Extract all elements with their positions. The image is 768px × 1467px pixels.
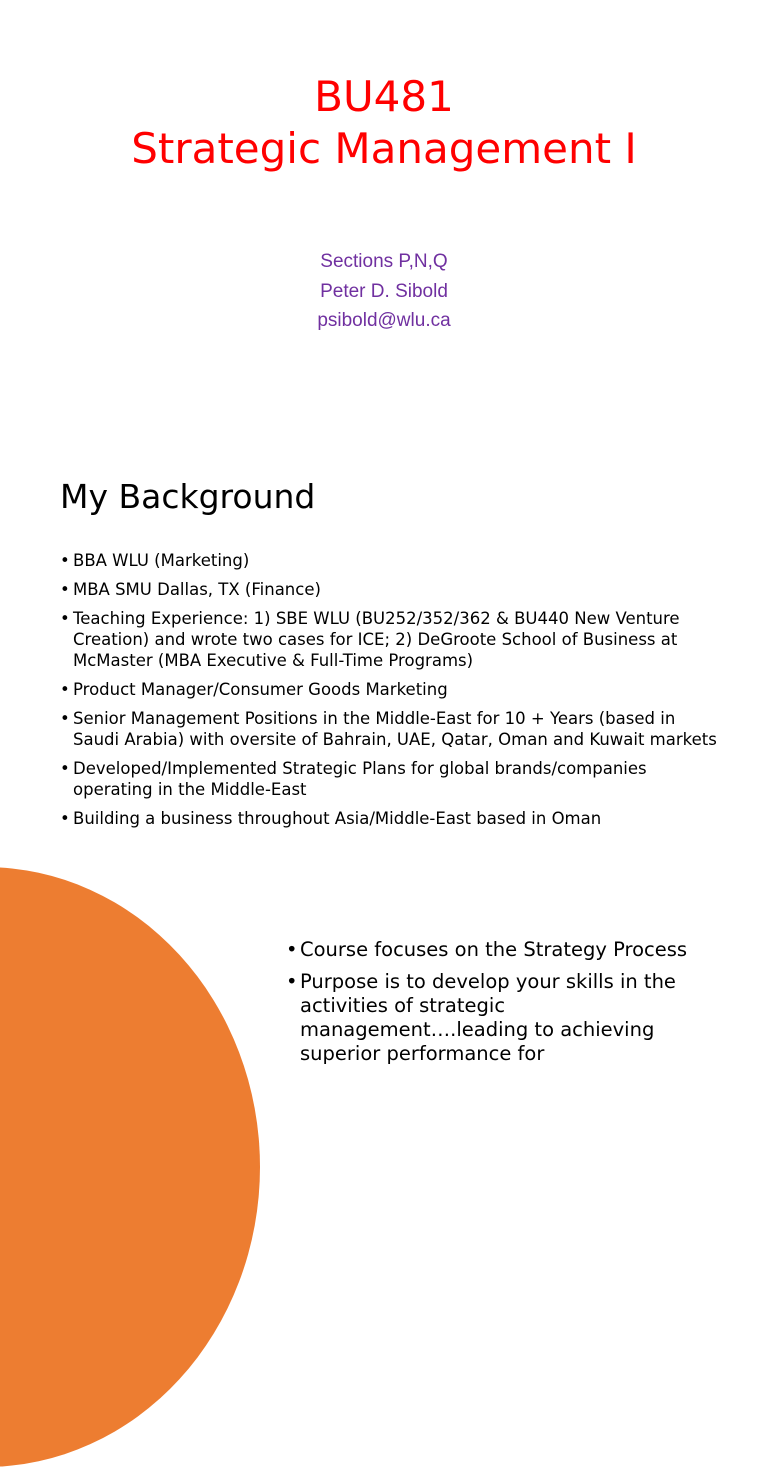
list-item: • Teaching Experience: 1) SBE WLU (BU252/352/362 & BU440 New Venture Creation) and wrote two cases for ICE; 2) DeGroote School of Business at McMaster (MBA Executive & Full-Time Programs) xyxy=(60,608,720,671)
instructor-name: Peter D. Sibold xyxy=(320,281,448,302)
list-item: • Senior Management Positions in the Middle-East for 10 + Years (based in Saudi Arabia) with oversite of Bahrain, UAE, Qatar, Oman and Kuwait markets xyxy=(60,708,720,750)
list-item: • BBA WLU (Marketing) xyxy=(60,550,720,571)
decorative-orange-shape xyxy=(0,867,260,1467)
course-code: BU481 xyxy=(314,72,454,121)
list-item: • Product Manager/Consumer Goods Marketing xyxy=(60,679,720,700)
slide-heading: My Background xyxy=(60,477,316,516)
course-overview-slide xyxy=(0,868,768,1065)
list-item: • Purpose is to develop your skills in the activities of strategic management….leading to achieving superior performance for xyxy=(286,970,716,1066)
overview-list xyxy=(286,938,716,1074)
list-item: • MBA SMU Dallas, TX (Finance) xyxy=(60,579,720,600)
list-item: • Course focuses on the Strategy Process xyxy=(286,938,716,962)
course-title: Strategic Management I xyxy=(131,124,637,173)
background-slide xyxy=(0,434,768,866)
sections-text: Sections P,N,Q xyxy=(320,251,448,272)
title-slide xyxy=(0,0,768,432)
list-item: • Building a business throughout Asia/Middle-East based in Oman xyxy=(60,808,720,829)
background-list xyxy=(60,550,720,837)
list-item: • Developed/Implemented Strategic Plans for global brands/companies operating in the Middle-East xyxy=(60,758,720,800)
instructor-email: psibold@wlu.ca xyxy=(317,310,451,331)
